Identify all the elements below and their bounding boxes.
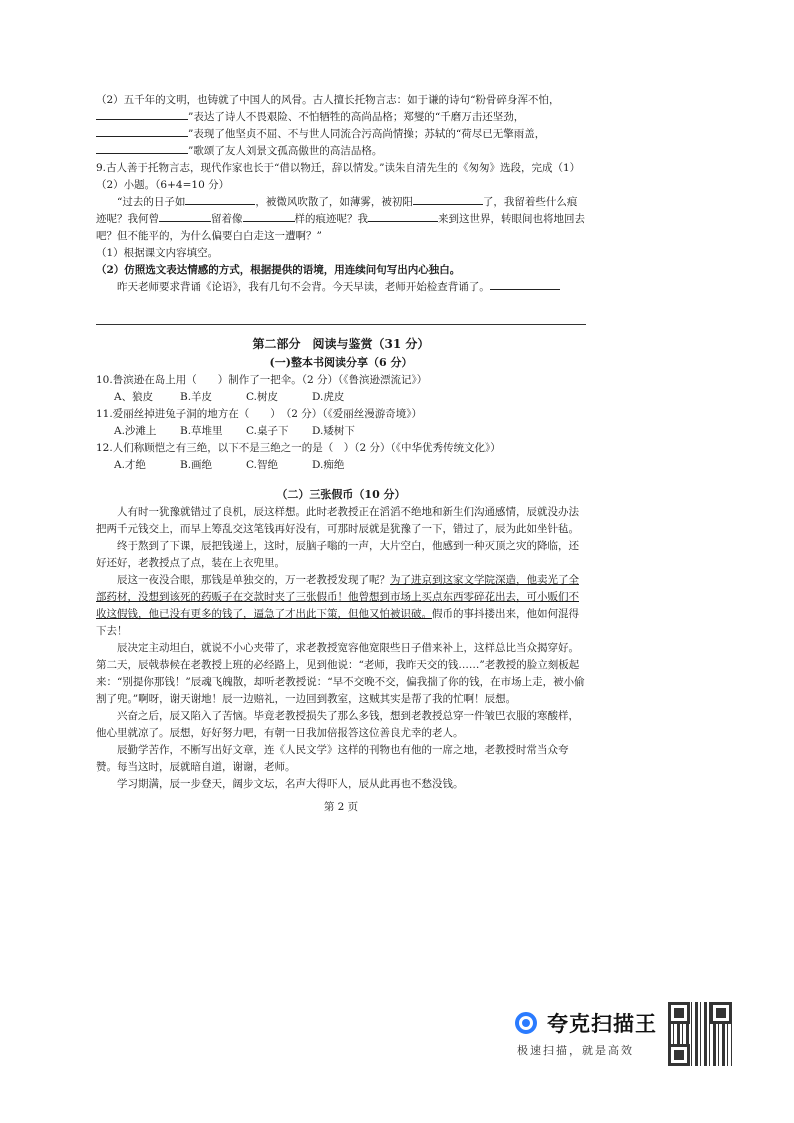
story-paragraph: 辰勤学苦作，不断写出好文章，连《人民文学》这样的刊物也有他的一席之地，老教授时常当众夸赞。每当这时，辰就暗自道，谢谢，老师。: [96, 744, 569, 774]
option[interactable]: B.草堆里: [180, 425, 223, 438]
option[interactable]: D.虎皮: [312, 391, 345, 404]
section1-title: (一)整本书阅读分享（6 分）: [269, 356, 413, 370]
option[interactable]: C.树皮: [246, 391, 278, 404]
story-paragraph: 辰决定主动坦白，就说不小心夹带了，求老教授宽容他宽限些日子借来补上，这样总比当众揭穿好。第二天，辰戟恭候在老教授上班的必经路上，见到他说：“老师，我昨天交的钱……”老教授的脸立刻板起来：“别提你那钱！”辰魂飞魄散，却听老教授说：“早不交晚不交，偏我揣了你的钱，在市场上走，被小偷割了兜。”啊呀，谢天谢地！辰一边赔礼，一边回到教室，这贼其实是帮了我的忙啊！辰想。: [96, 642, 585, 706]
option[interactable]: A、狼皮: [114, 391, 154, 404]
story-paragraph: 兴奋之后，辰又陷入了苦恼。毕竟老教授损失了那么多钱，想到老教授总穿一件皱巴衣服的寒酸样，他心里就凉了。辰想，好好努力吧，有朝一日我加倍报答这位善良尤幸的老人。: [96, 710, 579, 740]
story-paragraph: 人有时一犹豫就错过了良机，辰这样想。此时老教授正在滔滔不绝地和新生们沟通感情，辰就没办法把两千元钱交上，而早上筹乱交这笔钱再好没有，可那时辰就是犹豫了一下，错过了，辰为此如坐针毡。: [96, 506, 579, 536]
answer-blank[interactable]: [96, 126, 188, 137]
scanner-brand: 夸克扫描王: [547, 1012, 657, 1036]
answer-blank[interactable]: [413, 194, 483, 205]
q10: 10.鲁滨逊在岛上用（ ）制作了一把伞。（2 分）（《鲁滨逊漂流记》）: [96, 374, 428, 387]
option[interactable]: D.痴绝: [312, 459, 345, 472]
option[interactable]: B.羊皮: [180, 391, 213, 404]
q11: 11.爱丽丝掉进兔子洞的地方在（ ） （2 分）（《爱丽丝漫游奇境》）: [96, 408, 422, 421]
q10-options: [96, 389, 586, 406]
q9-passage: “过去的日子如 ，被微风吹散了，如薄雾，被初阳 了，我留着些什么痕迹呢？我何曾 留着像 样的痕迹呢？我 来到这世界，转眼间也将地回去吧？但不能平的，为什么偏要白白走这一遭啊？”: [96, 196, 585, 242]
option[interactable]: A.才绝: [114, 459, 146, 472]
story-paragraph: 学习期满，辰一步登天，阔步文坛，名声大得吓人，辰从此再也不愁没钱。: [117, 778, 464, 791]
answer-blank[interactable]: [96, 143, 188, 154]
answer-blank[interactable]: [368, 211, 438, 222]
exam-page: [96, 92, 586, 816]
option[interactable]: C.智绝: [246, 459, 278, 472]
q9-context: 昨天老师要求背诵《论语》，我有几句不会背。今天早读，老师开始检查背诵了。: [96, 279, 586, 296]
qr-code-icon[interactable]: [668, 1002, 732, 1066]
q8-part2: （2）五千年的文明，也铸就了中国人的风骨。古人擅长托物言志：如于谦的诗句“粉骨碎身浑不怕，”表达了诗人不畏艰险、不怕牺牲的高尚品格；郑燮的“千磨万击还坚劲，”表现了他坚贞不屈、不与世人同流合污高尚情操；苏轼的“荷尽已无擎雨盖，”歌颂了友人刘景文孤高傲世的高洁品格。: [96, 94, 560, 157]
q12-options: [96, 457, 586, 474]
q12: 12.人们称顾恺之有三绝，以下不是三绝之一的是（ ）（2 分）（《中华优秀传统文化》）: [96, 442, 501, 455]
story-paragraph: 终于熬到了下课，辰把钱递上，这时，辰脑子嗡的一声，大片空白，他感到一种灭顶之灾的降临，还好还好，老教授点了点，装在上衣兜里。: [96, 540, 579, 570]
option[interactable]: D.矮树下: [312, 425, 355, 438]
answer-line: [96, 324, 586, 325]
section2-title: （二）三张假币（10 分）: [276, 488, 406, 502]
scanner-watermark: [515, 1002, 735, 1068]
answer-blank[interactable]: [185, 194, 255, 205]
q11-options: [96, 423, 586, 440]
q9-sub2: （2）仿照选文表达情感的方式，根据提供的语境，用连续问句写出内心独白。: [96, 264, 461, 276]
part2-title: 第二部分 阅读与鉴赏（31 分）: [252, 337, 430, 351]
answer-blank[interactable]: [159, 211, 211, 222]
q9-intro: 9.古人善于托物言志，现代作家也长于“借以物迁，辞以情发。”读朱自清先生的《匆匆》选段，完成（1）（2）小题。（6+4=10 分）: [96, 162, 581, 191]
answer-blank[interactable]: [96, 109, 188, 120]
scanner-tagline: 极速扫描，就是高效: [517, 1044, 634, 1057]
story-paragraph: 辰这一夜没合眼，那钱是单独交的，万一老教授发现了呢？为了进京到这家文学院深造，他卖光了全部药材，没想到该死的药贩子在交款时夹了三张假币！他曾想到市场上买点东西零碎花出去，可小贩们不收这假钱，他已没有更多的钱了，逼急了才出此下策，但他又怕被识破。假币的事抖搂出来，他如何混得下去！: [96, 574, 579, 638]
page-number: 第 2 页: [323, 801, 359, 814]
answer-blank[interactable]: [243, 211, 295, 222]
answer-blank[interactable]: [490, 279, 560, 290]
underlined-sentence: 为了进京到这家文学院深造，他卖光了全部药材，没想到该死的药贩子在交款时夹了三张假币！他曾想到市场上买点东西零碎花出去，可小贩们不收这假钱，他已没有更多的钱了，逼急了才出此下策，但他又怕被识破。: [96, 574, 579, 621]
option[interactable]: B.画绝: [180, 459, 213, 472]
q9-sub1: （1）根据课文内容填空。: [96, 247, 219, 259]
scanner-logo-dot-icon: [522, 1019, 530, 1027]
option[interactable]: C.桌子下: [246, 425, 289, 438]
option[interactable]: A.沙滩上: [114, 425, 157, 438]
